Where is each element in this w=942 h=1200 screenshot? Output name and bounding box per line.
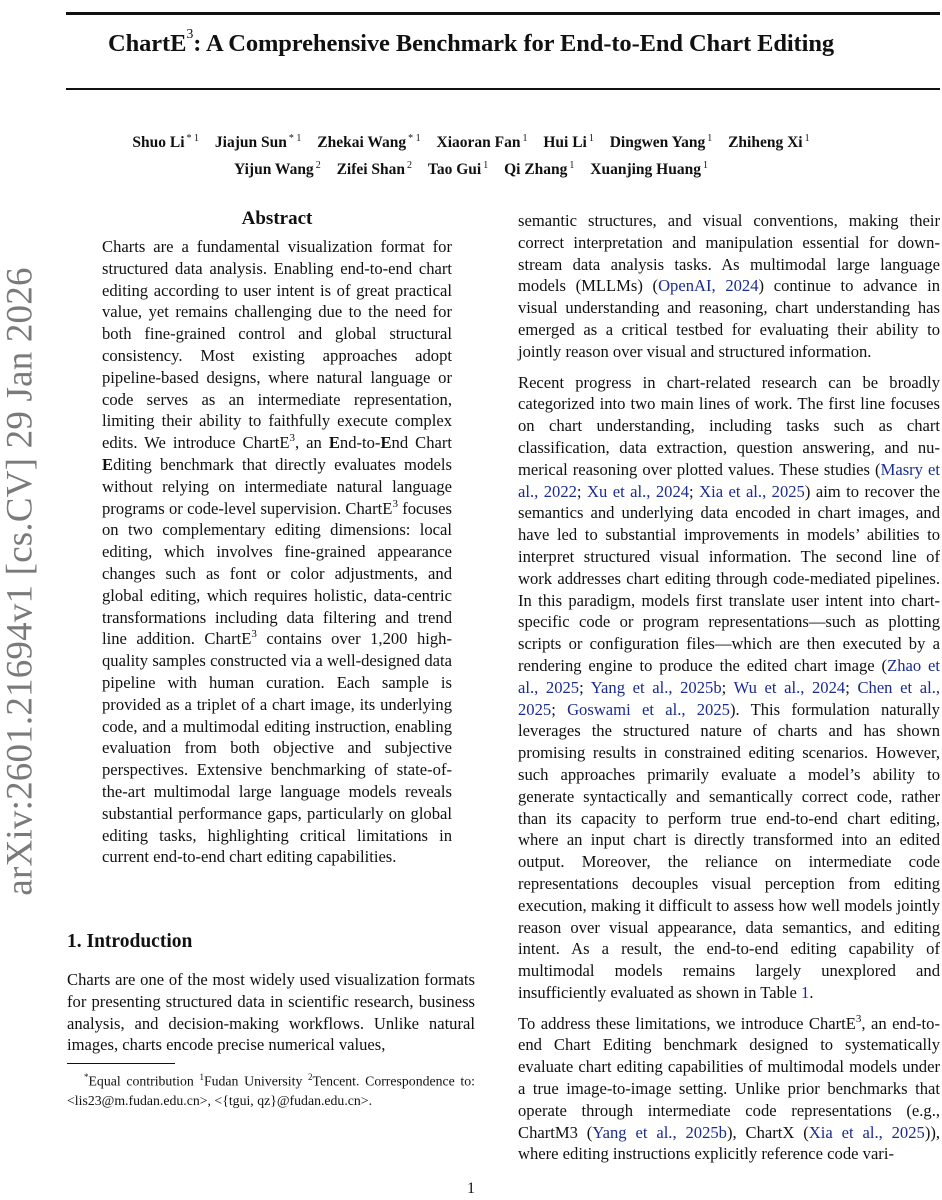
author: Hui Li $^1$ xyxy=(543,133,594,152)
citation-link[interactable]: Zhao et al., 2025 xyxy=(518,655,940,697)
citation-link[interactable]: Wu et al., 2024 xyxy=(733,677,846,697)
intro-paragraph-left: Charts are one of the most widely used visualization formats for presenting structured data in scientific research, business analysis, and decision-making workflows. Unlike natural images, charts encode precise numerical values, xyxy=(67,970,475,1055)
author-line-1 xyxy=(0,127,942,154)
citation-link[interactable]: Xia et al., 2025 xyxy=(808,1122,925,1142)
author: Yijun Wang $^2$ xyxy=(234,160,321,179)
author: Zifei Shan $^2$ xyxy=(336,160,413,179)
author: Zhekai Wang $^{* 1}$ xyxy=(317,133,421,152)
author: Jiajun Sun $^{* 1}$ xyxy=(214,133,302,152)
arxiv-stamp: arXiv:2601.21694v1 [cs.CV] 29 Jan 2026 xyxy=(0,267,41,896)
citation-link[interactable]: Chen et al., 2025 xyxy=(518,677,940,719)
author: Dingwen Yang $^1$ xyxy=(609,133,713,152)
citation-link[interactable]: Masry et al., 2022 xyxy=(518,459,940,501)
citation-link[interactable]: Goswami et al., 2025 xyxy=(567,699,730,719)
intro-paragraph-1: semantic structures, and visual conventions, making their correct interpretation and manipulation essential for downstream data analysis tasks. As multimodal large language models (MLLMs) (OpenAI, 2024) continue to advance in visual understanding and reasoning, chart understanding has emerged as a critical testbed for evaluating their ability to jointly reason over visual and structured information. xyxy=(518,211,940,361)
author-line-2 xyxy=(0,154,942,181)
citation-link[interactable]: Xu et al., 2024 xyxy=(586,481,690,501)
author: Qi Zhang $^1$ xyxy=(504,160,575,179)
author: Zhiheng Xi $^1$ xyxy=(728,133,810,152)
author: Tao Gui $^1$ xyxy=(427,160,489,179)
intro-paragraph-2: Recent progress in chart-related research can be broadly categorized into two main lines of work. The first line focuses on chart understanding, including tasks such as chart classification, data extraction, question answering, and numerical reasoning over plotted values. These studies (Masry et al., 2022; Xu et al., 2024; Xia et al., 2025) aim to recover the semantics and underlying data encoded in chart images, and have led to substantial improvements in models’ abilities to interpret structured visual information. The second line of work addresses chart editing through code-mediated pipelines. In this paradigm, models first translate user intent into chart-specific code or program representations—such as plotting scripts or configuration files—which are then executed by a rendering engine to produce the edited chart image (Zhao et al., 2025; Yang et al., 2025b; Wu et al., 2024; Chen et al., 2025; Goswami et al., 2025). This formulation naturally leverages the structured nature of charts and has shown promising results in constrained editing scenarios. However, such approaches primarily evaluate a model’s ability to generate syntactically and semantically correct code, rather than its capacity to perform true end-to-end chart editing, where an input chart is directly transformed into an edited output. Moreover, the reliance on intermediate code representations decouples visual perception from editing execution, making it difficult to assess how well models jointly reason over visual appearance, data semantics, and editing intent. As a result, the end-to-end editing capability of multimodal models remains largely unexplored and insufficiently evaluated as shown in Table 1. xyxy=(518,372,940,1002)
right-column xyxy=(518,210,940,1165)
paper-title: ChartE$^3$: A Comprehensive Benchmark for End-to-End Chart Editing xyxy=(107,27,835,57)
table-reference-link[interactable]: 1 xyxy=(801,982,810,1002)
abstract-body: Charts are a fundamental visualization format for structured data analysis. Enabling end-to-end chart editing according to user intent is of great practical value, yet remains challenging due to the need for both fine-grained control and global structural consistency. Most existing approaches adopt pipeline-based designs, where natural language or code serves as an intermediate representation, limiting their ability to faithfully execute complex edits. We introduce ChartE$^3$, an End-to-End Chart Editing benchmark that directly evaluates models without relying on intermediate natural language programs or code-level supervision. ChartE$^3$ focuses on two complementary editing dimensions: local editing, which involves fine-grained appearance changes such as font or color adjustments, and global editing, which requires holistic, data-centric transformations including data filtering and trend line addition. ChartE$^3$ contains over 1,200 high-quality samples constructed via a well-designed data pipeline with human curation. Each sample is provided as a triplet of a chart image, its underlying code, and a multimodal editing instruction, enabling evaluation from both objective and subjective perspectives. Extensive benchmarking of state-of-the-art multimodal large language models reveals substantial performance gaps, particularly on global editing tasks, highlighting critical limitations in current end-to-end chart editing capabilities. xyxy=(102,237,452,867)
intro-paragraph-3: To address these limitations, we introduce ChartE$^3$, an end-to-end Chart Editing benchmark designed to systematically evaluate chart editing capabilities of multimodal models under a true image-to-image setting. Unlike prior benchmarks that operate through intermediate code representations (e.g., ChartM3 (Yang et al., 2025b), ChartX (Xia et al., 2025)), where editing instructions explicitly reference code vari- xyxy=(518,1012,941,1164)
footnote-rule xyxy=(67,1063,175,1064)
citation-link[interactable]: Xia et al., 2025 xyxy=(699,481,805,501)
citation-link[interactable]: Yang et al., 2025b xyxy=(590,677,722,697)
page-number: 1 xyxy=(467,1180,475,1197)
footnote: *Equal contribution $^1$Fudan University $^2$Tencent. Correspondence to: <lis23@m.fudan.edu.cn>, <{tgui, qz}@fudan.edu.cn>. xyxy=(67,1072,475,1108)
section-heading-introduction: 1. Introduction xyxy=(67,931,193,952)
title-rule-top xyxy=(66,12,940,15)
author: Shuo Li $^{* 1}$ xyxy=(132,133,200,152)
author-list xyxy=(0,127,942,181)
abstract-heading: Abstract xyxy=(241,208,313,229)
title-rule-bottom xyxy=(66,88,940,90)
author: Xiaoran Fan $^1$ xyxy=(436,133,528,152)
citation-link[interactable]: OpenAI, 2024 xyxy=(658,276,759,296)
author: Xuanjing Huang $^1$ xyxy=(590,160,708,179)
citation-link[interactable]: Yang et al., 2025b xyxy=(592,1122,727,1142)
